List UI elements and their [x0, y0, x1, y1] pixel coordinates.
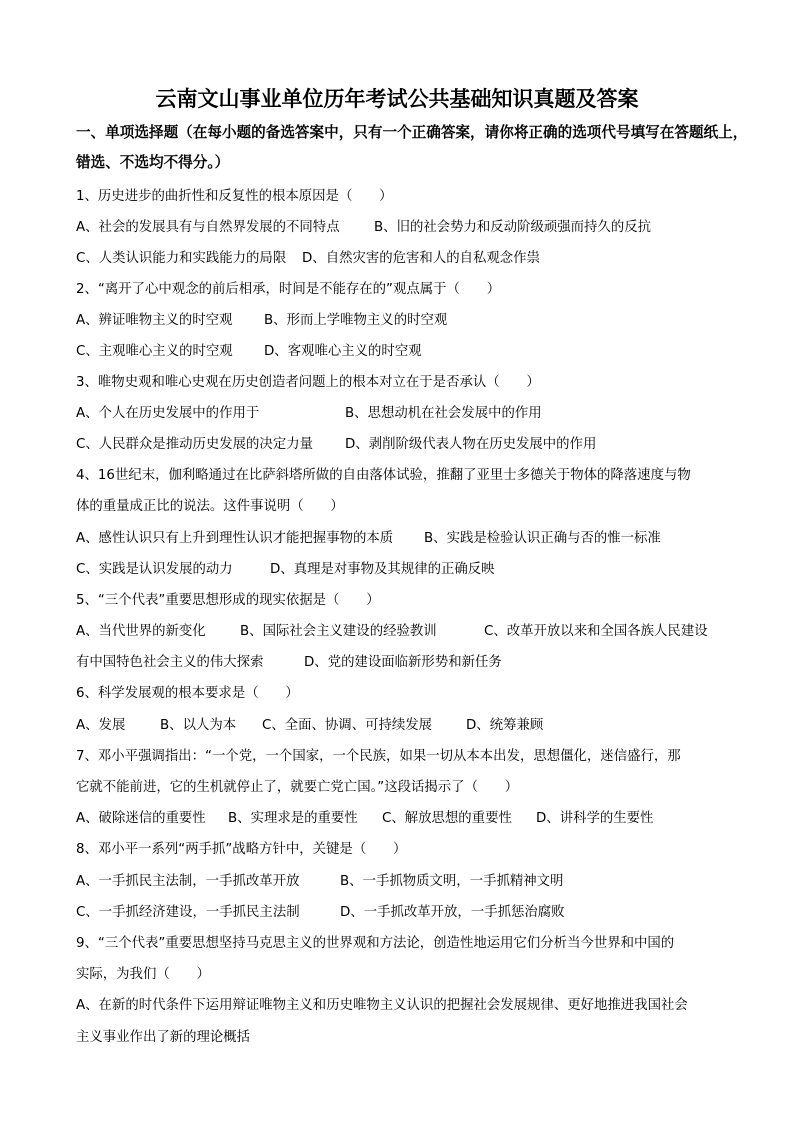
option-b: B、思想动机在社会发展中的作用: [345, 406, 542, 421]
option-d: D、自然灾害的危害和人的自私观念作祟: [302, 251, 540, 266]
option-a: A、辨证唯物主义的时空观: [76, 313, 233, 328]
option-c: C、改革开放以来和全国各族人民建设: [484, 624, 708, 639]
document-title: 云南文山事业单位历年考试公共基础知识真题及答案: [155, 86, 639, 111]
option-c-continued: 有中国特色社会主义的伟大探索: [76, 655, 264, 670]
option-a: A、当代世界的新变化: [76, 624, 206, 639]
option-a: A、破除迷信的重要性: [76, 811, 206, 826]
option-a-continued: 主义事业作出了新的理论概括: [76, 1030, 251, 1045]
option-c: C、主观唯心主义的时空观: [76, 344, 233, 359]
question-stem: 7、邓小平强调指出：“一个党，一个国家，一个民族，如果一切从本本出发，思想僵化，迷信盛行，那: [76, 749, 681, 764]
question-stem: 3、唯物史观和唯心史观在历史创造者问题上的根本对立在于是否承认（ ）: [76, 375, 540, 390]
option-b: B、实理求是的重要性: [228, 811, 358, 826]
option-a: A、个人在历史发展中的作用于: [76, 406, 260, 421]
option-c: C、实践是认识发展的动力: [76, 562, 233, 577]
option-b: B、实践是检验认识正确与否的惟一标准: [424, 531, 661, 546]
question-stem: 4、16世纪末，伽利略通过在比萨斜塔所做的自由落体试验，推翻了亚里士多德关于物体的降落速度与物: [76, 468, 691, 483]
question-stem: 5、“三个代表”重要思想形成的现实依据是（ ）: [76, 593, 380, 608]
option-c: C、一手抓经济建设，一手抓民主法制: [76, 905, 300, 920]
option-d: D、客观唯心主义的时空观: [264, 344, 422, 359]
option-d: D、剥削阶级代表人物在历史发展中的作用: [345, 437, 597, 452]
option-a: A、在新的时代条件下运用辩证唯物主义和历史唯物主义认识的把握社会发展规律、更好地推进我国社会: [76, 998, 688, 1013]
option-b: B、一手抓物质文明，一手抓精神文明: [340, 874, 564, 889]
question-stem-continued: 它就不能前进，它的生机就停止了，就要亡党亡国。”这段话揭示了（ ）: [76, 780, 519, 795]
option-d: D、统筹兼顾: [466, 718, 544, 733]
section-header-continued: 错选、不选均不得分。）: [76, 154, 230, 171]
option-b: B、旧的社会势力和反动阶级顽强而持久的反抗: [374, 220, 651, 235]
option-c: C、解放思想的重要性: [382, 811, 512, 826]
question-stem: 1、历史进步的曲折性和反复性的根本原因是（ ）: [76, 189, 393, 204]
section-header: 一、单项选择题（在每小题的备选答案中，只有一个正确答案，请你将正确的选项代号填写在答题纸上，: [76, 124, 748, 141]
option-b: B、国际社会主义建设的经验教训: [240, 624, 437, 639]
question-stem: 6、科学发展观的根本要求是（ ）: [76, 686, 299, 701]
question-stem: 9、“三个代表”重要思想坚持马克思主义的世界观和方法论，创造性地运用它们分析当今世界和中国的: [76, 936, 675, 951]
option-d: D、一手抓改革开放，一手抓惩治腐败: [340, 905, 565, 920]
option-d: D、党的建设面临新形势和新任务: [304, 655, 502, 670]
question-stem-continued: 体的重量成正比的说法。这件事说明（ ）: [76, 499, 344, 514]
question-stem-continued: 实际，为我们（ ）: [76, 967, 210, 982]
option-b: B、形而上学唯物主义的时空观: [264, 313, 448, 328]
question-stem: 8、邓小平一系列“两手抓”战略方针中，关键是（ ）: [76, 842, 407, 857]
option-d: D、讲科学的生要性: [536, 811, 654, 826]
option-c: C、全面、协调、可持续发展: [262, 718, 433, 733]
option-a: A、发展: [76, 718, 126, 733]
option-b: B、以人为本: [160, 718, 237, 733]
option-a: A、感性认识只有上升到理性认识才能把握事物的本质: [76, 531, 394, 546]
option-a: A、一手抓民主法制，一手抓改革开放: [76, 874, 300, 889]
option-a: A、社会的发展具有与自然界发展的不同特点: [76, 220, 340, 235]
option-c: C、人民群众是推动历史发展的决定力量: [76, 437, 313, 452]
question-stem: 2、“离开了心中观念的前后相承，时间是不能存在的”观点属于（ ）: [76, 282, 501, 297]
option-d: D、真理是对事物及其规律的正确反映: [270, 562, 495, 577]
option-c: C、人类认识能力和实践能力的局限: [76, 251, 287, 266]
